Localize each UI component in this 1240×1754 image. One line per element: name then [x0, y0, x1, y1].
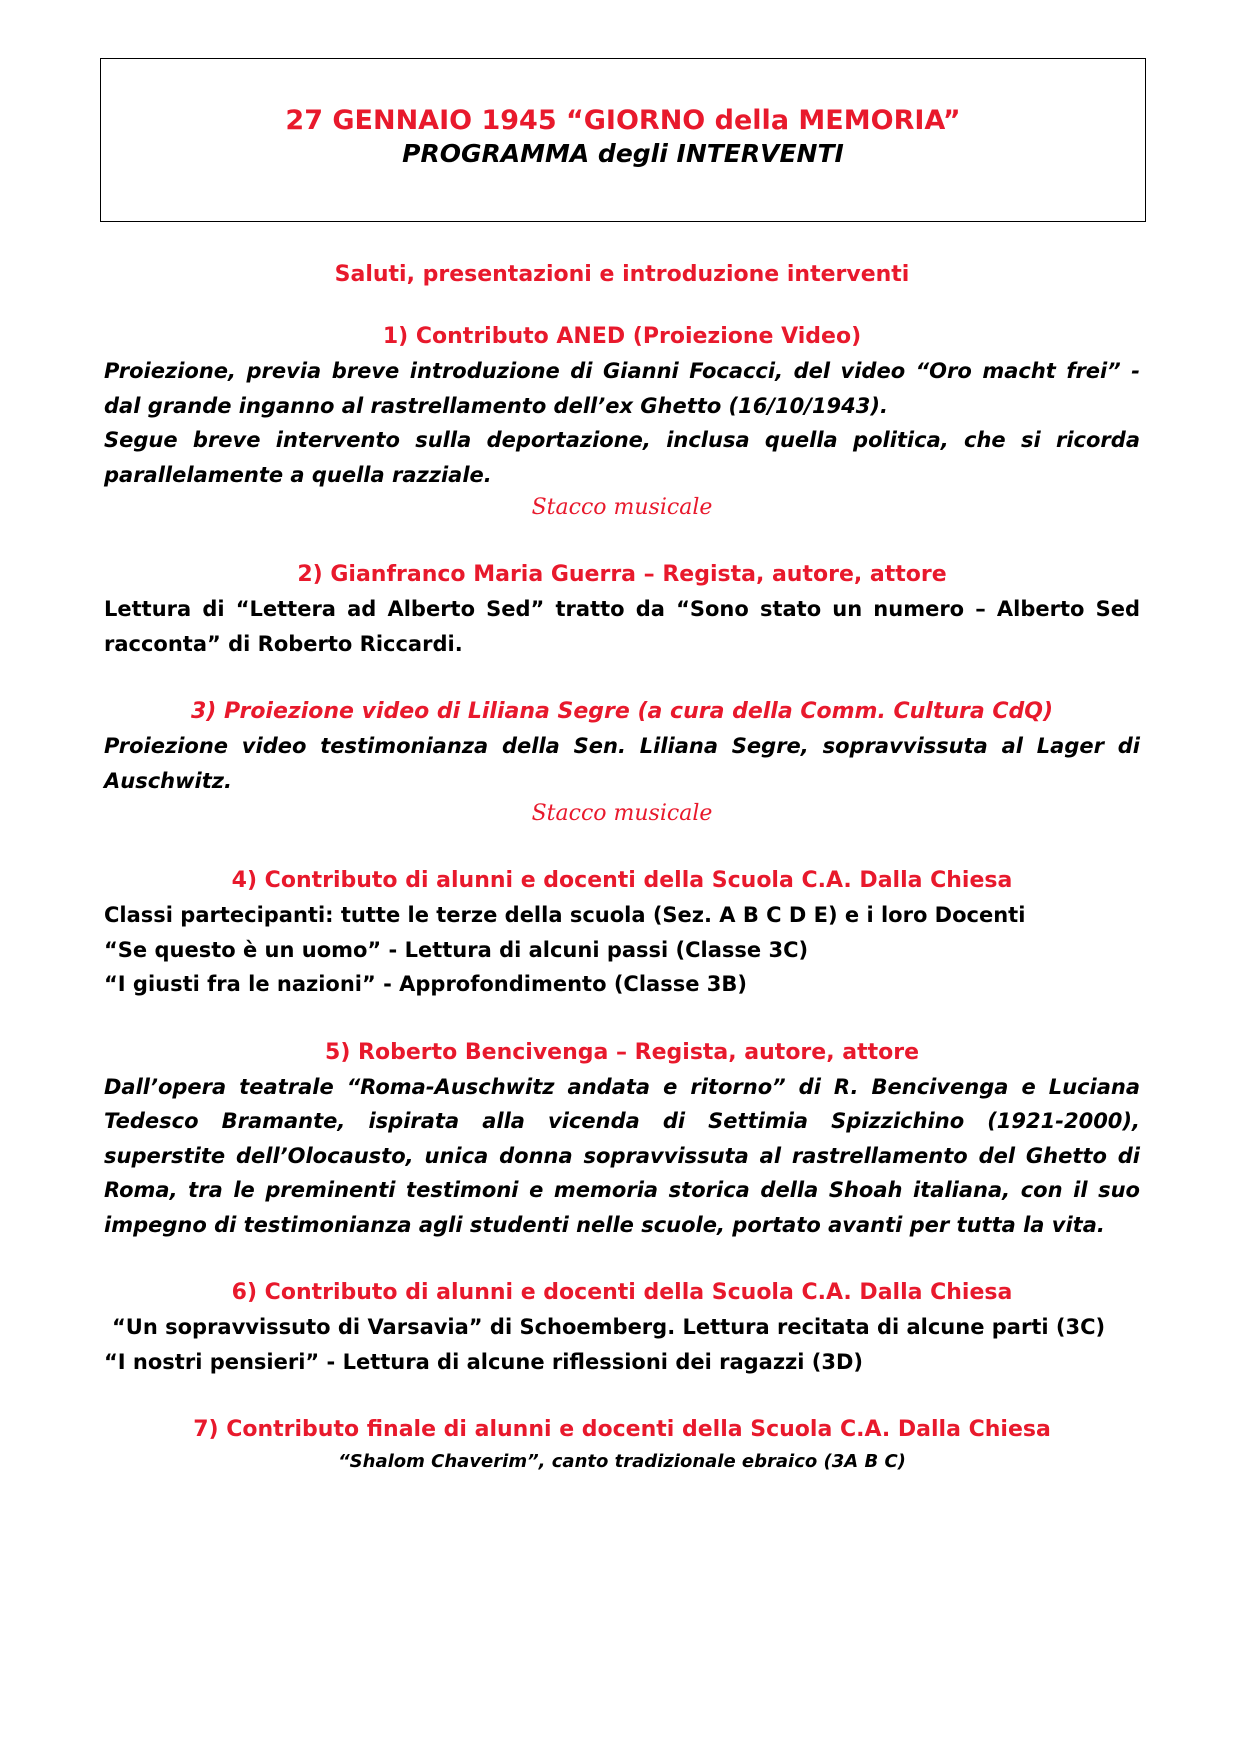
- section-heading: 1) Contributo ANED (Proiezione Video): [382, 324, 862, 349]
- section-paragraph: Dall’opera teatrale “Roma-Auschwitz andata e ritorno” di R. Bencivenga e Luciana Tedesco Bramante, ispirata alla vicenda di Settimia Spizzichino (1921-2000), superstite dell’Olocausto, unica donna sopravvissuta al rastrellamento del Ghetto di Roma, tra le preminenti testimoni e memoria storica della Shoah italiana, con il suo impegno di testimonianza agli studenti nelle scuole, portato avanti per tutta la vita.: [104, 1074, 1140, 1237]
- section-heading: 7) Contributo finale di alunni e docenti della Scuola C.A. Dalla Chiesa: [193, 1417, 1051, 1442]
- section-line: “Un sopravvissuto di Varsavia” di Schoemberg. Lettura recitata di alcune parti (3C): [112, 1315, 1106, 1339]
- section-line: “I nostri pensieri” - Lettura di alcune riflessioni dei ragazzi (3D): [104, 1349, 864, 1374]
- section-line: “Se questo è un uomo” - Lettura di alcuni passi (Classe 3C): [104, 937, 809, 962]
- section-paragraph: Segue breve intervento sulla deportazione, inclusa quella politica, che si ricorda parallelamente a quella razziale.: [104, 428, 1140, 487]
- document-subtitle: PROGRAMMA degli INTERVENTI: [402, 139, 844, 169]
- section-line: Classi partecipanti: tutte le terze della scuola (Sez. A B C D E) e i loro Docenti: [104, 903, 1026, 927]
- program-section-6: [104, 1276, 1140, 1379]
- section-line: “I giusti fra le nazioni” - Approfondimento (Classe 3B): [104, 972, 747, 996]
- section-paragraph: Proiezione, previa breve introduzione di Gianni Focacci, del video “Oro macht frei” - dal grande inganno al rastrellamento dell’ex Ghetto (16/10/1943).: [104, 359, 1140, 418]
- section-heading: 2) Gianfranco Maria Guerra – Regista, autore, attore: [297, 562, 947, 587]
- musical-interlude: Stacco musicale: [531, 801, 713, 826]
- section-line: “Shalom Chaverim”, canto tradizionale ebraico (3A B C): [338, 1451, 906, 1472]
- section-heading: 5) Roberto Bencivenga – Regista, autore, attore: [325, 1039, 919, 1065]
- program-section-5: [104, 1036, 1140, 1243]
- header-box: [100, 58, 1146, 222]
- section-heading: 6) Contributo di alunni e docenti della Scuola C.A. Dalla Chiesa: [231, 1280, 1013, 1305]
- section-heading: 3) Proiezione video di Liliana Segre (a cura della Comm. Cultura CdQ): [191, 699, 1053, 724]
- program-section-3: [104, 695, 1140, 798]
- program-section-1: [104, 320, 1140, 492]
- intro-heading: Saluti, presentazioni e introduzione interventi: [334, 262, 910, 287]
- program-section-7: [104, 1413, 1140, 1477]
- section-heading: 4) Contributo di alunni e docenti della Scuola C.A. Dalla Chiesa: [231, 868, 1013, 893]
- program-section-2: [104, 558, 1140, 661]
- section-paragraph: Proiezione video testimonianza della Sen. Liliana Segre, sopravvissuta al Lager di Auschwitz.: [104, 734, 1140, 793]
- document-title: 27 GENNAIO 1945 “GIORNO della MEMORIA”: [285, 105, 961, 136]
- section-paragraph: Lettura di “Lettera ad Alberto Sed” tratto da “Sono stato un numero – Alberto Sed racconta” di Roberto Riccardi.: [104, 597, 1140, 656]
- program-section-4: [104, 864, 1140, 1002]
- musical-interlude: Stacco musicale: [531, 495, 713, 520]
- program-content: [104, 258, 1140, 1477]
